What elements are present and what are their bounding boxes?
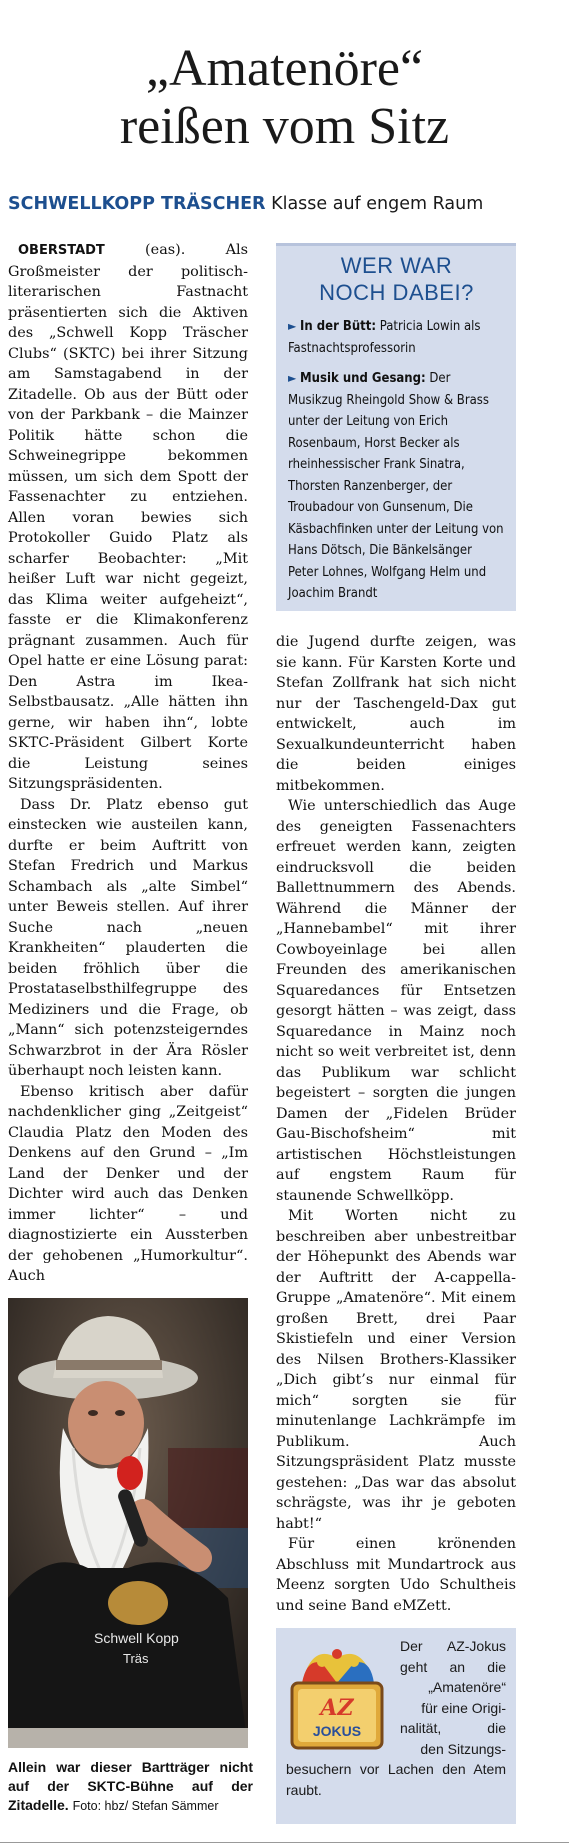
photo-caption: Allein war dieser Bartträger nicht auf der SKTC-Bühne auf der Zitadelle. Foto: hbz/ Stefan Sämmer [8, 1759, 253, 1813]
dateline: OBERSTADT [18, 243, 105, 258]
article-paragraph: Ebenso kritisch aber dafür nachdenklicher ging „Zeitgeist“ Claudia Platz den Moden des Denkens auf den Grund – „Im Land der Denker und der Dichter wird auch das Denken immer lichter“ – und diagnostizierte ein Aussterben der gehobenen „Humorkultur“. Auch [8, 1083, 248, 1284]
shirt-print-text: Schwell Kopp [94, 1630, 179, 1646]
triangle-bullet-icon: ► [288, 371, 297, 385]
triangle-bullet-icon: ► [288, 319, 297, 333]
kicker-topic: SCHWELLKOPP TRÄSCHER [8, 194, 266, 214]
article-column-1 [8, 240, 248, 1290]
article-paragraph: Dass Dr. Platz ebenso gut einstecken wie austeilen kann, durfte er beim Auftritt von Stefan Fredrich und Markus Schambach als „alte Simbel“ unter Beweis stellen. Auf ihrer Suche nach „neuen Krankheiten“ plauderten die beiden fröhlich über die Prostataselbsthilfegruppe des Mediziners und die Frage, ob „Mann“ sich potenzsteigerndes Schwarzbrot in der Ära Rösler überhaupt noch leisten kann. [8, 796, 248, 1079]
article-paragraph: Wie unterschiedlich das Auge des geneigten Fassenachters erfreuet werden kann, zeigten eindrucksvoll die beiden Ballettnummern des Abends. Während die Männer der „Hannebambel“ mit ihrer Cowboyeinlage bei allen Freunden des amerikanischen Squaredances für Entsetzen gesorgt hätten – was zeigt, dass Squaredance in Mainz noch nicht so weit verbreitet ist, denn das Publikum war schlicht begeistert – sorgten die jungen Damen der „Fidelen Brüder Gau-Bischofsheim“ mit artistischen Höchstleistungen auf engstem Raum für staunende Schwellköpp. [276, 798, 516, 1204]
article-paragraph: OBERSTADT (eas). Als Großmeister der politisch-literarischen Fastnacht präsentierten sich die Aktiven des „Schwell Kopp Träscher Clubs“ (SKTC) bei ihrer Sitzung am Samstagabend in der Zitadelle. Ob aus der Bütt oder von der Parkbank – die Mainzer Politik hätte schon die Schweinegrippe bekommen müssen, um sich dem Spott der Fassenachter zu entziehen. Allen voran bewies sich Protokoller Guido Platz als scharfer Beobachter: „Mit heißer Luft war nicht gegeizt, das Klima weiter aufgeheizt“, fasste er die Klimakonferenz prägnant zusammen. Auch für Opel hatte er eine Lösung parat: Den Astra im Ikea-Selbstbausatz. „Alle hätten ihn gerne, wir haben ihn“, lobte SKTC-Präsident Gilbert Korte die Leistung seines Sitzungspräsidenten. [8, 242, 248, 792]
photo-credit: Foto: hbz/ Stefan Sämmer [72, 1799, 219, 1813]
kicker [8, 193, 563, 215]
jokus-text-wide: besuchern vor Lachen den Atem raubt. [286, 1761, 506, 1798]
article-column-2 [276, 632, 516, 1622]
svg-text:AZ: AZ [320, 1695, 354, 1721]
info-box-item: ► In der Bütt: Patricia Lowin als Fastnachtsprofessorin [288, 319, 481, 356]
headline-line-1: „Amatenöre“ [145, 40, 424, 97]
jokus-jester-logo [282, 1638, 392, 1758]
info-box-item: ► Musik und Gesang: Der Musikzug Rheingold Show & Brass unter der Leitung von Erich Rosenbaum, Horst Becker als rheinhessischer Frank Sinatra, Thorsten Ranzenberger, der Troubadour von Gunsenum, Die Käsbachfinken unter der Leitung von Hans Dötsch, Die Bänkelsänger Peter Lohnes, Wolfgang Helm und Joachim Brandt [288, 371, 504, 601]
jokus-box [276, 1628, 516, 1824]
article-photo [8, 1298, 248, 1748]
article-paragraph: Für einen krönenden Abschluss mit Mundartrock aus Meenz sorgten Udo Schultheis und seine Band eMZett. [276, 1536, 516, 1614]
bearded-performer-illustration [8, 1298, 248, 1748]
bottom-rule [0, 1842, 569, 1843]
kicker-subtitle: Klasse auf engem Raum [271, 194, 484, 214]
info-box-title: WER WAR NOCH DABEI? [319, 253, 474, 305]
article-paragraph: Mit Worten nicht zu beschreiben aber unbestreitbar der Höhepunkt des Abends war der Auftritt der A-cappella-Gruppe „Amatenöre“. Mit einem großen Brett, drei Paar Skistiefeln und einer Version des Nilsen Brothers-Klassiker „Dich gibt’s nur einmal für mich“ sorgten sie für minutenlange Lachkrämpfe im Publikum. Auch Sitzungspräsident Platz musste gestehen: „Das war das absolut schrägste, was ihr je geboten habt!“ [276, 1208, 516, 1532]
jokus-text-narrow: Der AZ-Jokus geht an die „Amatenöre“ für eine Origi- nalität, die den Sitzungs- [400, 1638, 506, 1757]
headline-line-2: reißen vom Sitz [119, 98, 450, 155]
svg-text:JOKUS: JOKUS [312, 1723, 362, 1739]
shirt-print-text: Träs [123, 1651, 149, 1666]
info-box [276, 243, 516, 611]
article-paragraph: die Jugend durfte zeigen, was sie kann. Für Karsten Korte und Stefan Zollfrank hat sich nicht nur der Taschengeld-Dax gut entwickelt, auch im Sexualkundeunterricht haben die beiden einiges mitbekommen. [276, 634, 516, 794]
